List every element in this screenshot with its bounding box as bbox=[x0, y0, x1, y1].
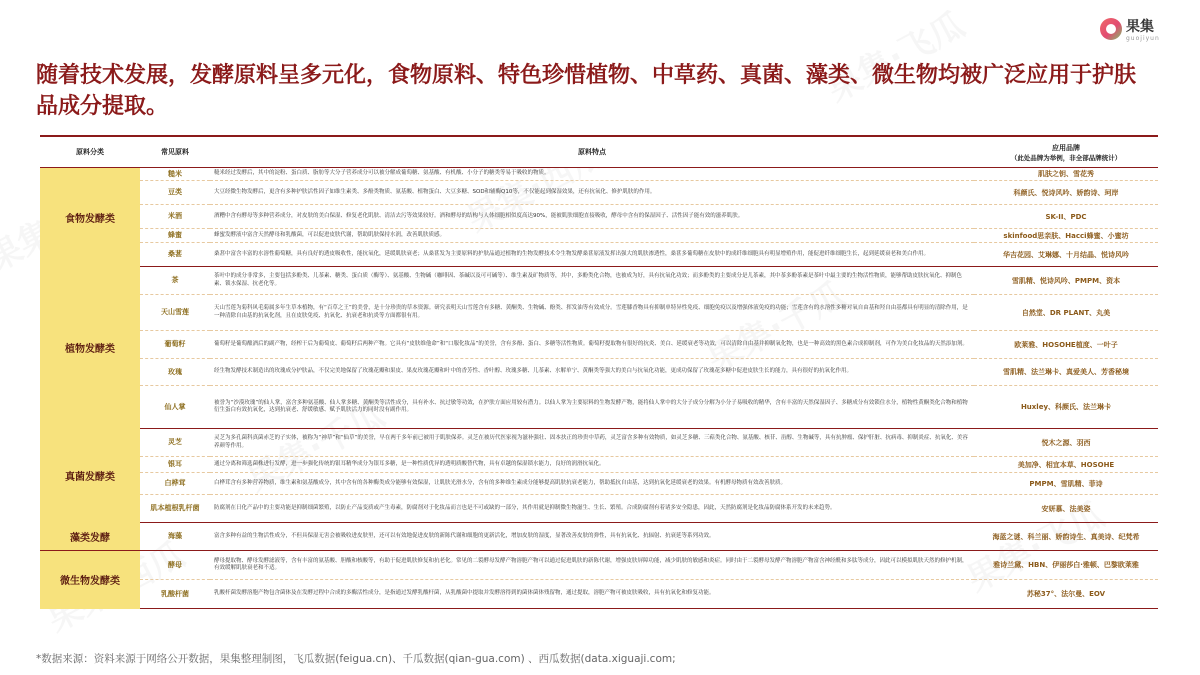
category-cell: 微生物发酵类 bbox=[40, 551, 140, 609]
data-source-note: *数据来源：资料来源于网络公开数据，果集整理制图，飞瓜数据(feigua.cn)、千瓜数据(qian-gua.com) 、西瓜数据(data.xiguaji.com; bbox=[36, 653, 676, 665]
material-cell: 乳酸杆菌 bbox=[140, 580, 210, 609]
table-row bbox=[40, 267, 1158, 295]
feature-cell: 酒糟中含有酵母等多种营养成分，对皮肤的美白保湿、修复老化肌肤、清洁去污等效果较好。酒和酵母的结构与人体细胞相似度高达90%，能被肌肤细胞直接吸收，酵母中含有的保湿因子、活性因子能有效的滋养肌肤。 bbox=[210, 205, 974, 229]
feature-cell: 经生物发酵技术制造出的玫瑰成分护肤品，不仅完美地保留了玫瑰花瓣和果皮、果皮玫瑰花瓣和叶中的香芳性、香叶醇、玫瑰多糖、儿茶素、水解单宁、黄酮类等强大的美白与抗氧化功能，更成功保留了玫瑰花多糖中促进皮肤生长的能力，具有很好的抗氧化作用。 bbox=[210, 359, 974, 386]
brand-cell: 安妍慕、法美姿 bbox=[974, 495, 1158, 523]
brand-cell: Huxley、科颜氏、法兰琳卡 bbox=[974, 386, 1158, 429]
header-brands bbox=[974, 136, 1158, 168]
header-features: 原料特点 bbox=[210, 136, 974, 168]
table-row bbox=[40, 495, 1158, 523]
feature-cell: 蜂蜜发酵液中富含天然酵母和乳酸菌，可以促进皮肤代谢，帮助肌肤保持水润，改善肌肤质感。 bbox=[210, 229, 974, 243]
category-cell: 真菌发酵类 bbox=[40, 429, 140, 523]
brand-cell: 雅诗兰黛、HBN、伊丽莎白·雅顿、巴黎欧莱雅 bbox=[974, 551, 1158, 580]
brand-cell: 苏秘37°、法尔曼、EOV bbox=[974, 580, 1158, 609]
material-cell: 酵母 bbox=[140, 551, 210, 580]
brand-cell: 科颜氏、悦诗风吟、娇韵诗、珂岸 bbox=[974, 181, 1158, 205]
feature-cell: 茶叶中的成分非常多，主要包括多酚类、儿茶素、糖类、蛋白质（酶等）、氨基酸、生物碱（咖啡因、茶碱以及可可碱等）、维生素及矿物质等，其中，多酚类化合物，也被成为好，具有抗氧化功效；而多酚类的主要成分是儿茶素，其中茶多酚茶素是茶叶中最主要的生物活性物质，能够帮助皮肤抗氧化、抑制色素、锁水保湿、抗老化等。 bbox=[210, 267, 974, 295]
feature-cell: 乳酸杆菌发酵溶胞产物包含菌体及在发酵过程中合成的多酶活性成分，是指通过发酵乳酸杆菌，从乳酸菌中提取并发酵溶得到的菌体菌体残留物，通过提取，溶胞产物可被皮肤吸收，具有抗氧化和修复功能。 bbox=[210, 580, 974, 609]
table-row bbox=[40, 181, 1158, 205]
material-cell: 仙人掌 bbox=[140, 386, 210, 429]
brand-cell: 海蓝之谜、科兰丽、娇韵诗生、真美诗、纪梵希 bbox=[974, 523, 1158, 551]
feature-cell: 富含多种有益的生物活性成分，不但具保湿无害会被吸收进皮肤里，还可以有效地促进皮肤的新陈代谢和细胞的更新活化，增加皮肤的湿度，显著改善皮肤的弹性，具有抗氧化、抗辐射、抗衰延等系列功效。 bbox=[210, 523, 974, 551]
table-row bbox=[40, 473, 1158, 495]
table-row bbox=[40, 205, 1158, 229]
material-cell: 桑葚 bbox=[140, 243, 210, 267]
table-row bbox=[40, 523, 1158, 551]
table-row bbox=[40, 359, 1158, 386]
material-cell: 灵芝 bbox=[140, 429, 210, 457]
feature-cell: 桑葚中富含丰富的水溶性葡萄糖，具有良好的透皮吸收性，能抗氧化，延缓肌肤衰老；从桑葚发为主要原料的护肤品通过植物的生物发酵技术令生物发酵桑葚原液发挥出强大的肌肤渗透性，桑葚多葡萄糖在皮肤中的成纤维细胞具有明显增殖作用，能促进纤维细胞生长，起到延缓衰老和美白作用。 bbox=[210, 243, 974, 267]
ingredient-table bbox=[40, 135, 1158, 609]
feature-cell: 防腐剂在日化产品中的主要功能是抑制细菌繁殖，以防止产品变质或产生毒素，防腐剂对于化妆品而言也是不可或缺的一部分，其作用就是抑制微生物滋生、生长、繁殖。合成防腐剂有着诸多安全隐患，因此，天然防腐剂是化妆品防腐体系开发的未来趋势。 bbox=[210, 495, 974, 523]
header-brands-note: （此处品牌为举例，非全部品牌统计） bbox=[1010, 153, 1122, 162]
material-cell: 蜂蜜 bbox=[140, 229, 210, 243]
table-row bbox=[40, 386, 1158, 429]
table-row bbox=[40, 295, 1158, 331]
material-cell: 茶 bbox=[140, 267, 210, 295]
material-cell: 豆类 bbox=[140, 181, 210, 205]
feature-cell: 被誉为“沙漠玫瑰”的仙人掌，富含多种氨基酸、仙人掌多糖、黄酮类等活性成分，具有补水、抗过敏等功效，在护肤方面应用较有潜力。以仙人掌为主要原料的生物发酵产物，能将仙人掌中的大分子成分分解为小分子易吸收的精华，含有丰富的天然保湿因子、多糖成分有效锁住水分，植物性黄酮类化合物和植物衍生蛋白有效抗氧化，达到抗衰老、舒缓敏感、赋予肌肤活力的同时没有副作用。 bbox=[210, 386, 974, 429]
brand-cell: 华吉花园、艾琳娜、十月结晶、悦诗风吟 bbox=[974, 243, 1158, 267]
feature-cell: 灵芝为多孔菌科真菌赤芝的子实体，被称为“神草”和“仙草”的美誉，早在两千多年前已被用于肌肤保养。灵芝在被历代医家视为滋补强壮、固本扶正的珍贵中草药，灵芝富含多种有效物质，如灵芝多糖、三萜类化合物、氨基酸、核苷、甾醇、生物碱等，具有抗肿瘤、保护肝脏、抗病毒、抑制炎症、抗氧化、美容养颜等作用。 bbox=[210, 429, 974, 457]
category-cell: 植物发酵类 bbox=[40, 267, 140, 429]
brand-cell: 雪肌精、法兰琳卡、真爱美人、芳香秘境 bbox=[974, 359, 1158, 386]
category-cell: 藻类发酵 bbox=[40, 523, 140, 551]
material-cell: 葡萄籽 bbox=[140, 331, 210, 359]
feature-cell: 酵母提取物、酵母发酵滤液等，含有丰富的氨基酸、胆酸和核酸等，有助于促进肌肤修复和抗老化。常见的二裂酵母发酵产物溶胞产物可以通过促进肌肤的新陈代谢，增强皮肤屏障功能，减少肌肤的敏感和炎症。同时由于二裂酵母发酵产物溶胞产物富含神经酰和多肽等成分，因此可以模拟肌肤天然的修护机制，有效缓解肌肤衰老和不适。 bbox=[210, 551, 974, 580]
category-cell: 食物发酵类 bbox=[40, 168, 140, 267]
table-row bbox=[40, 331, 1158, 359]
brand-cell: 肌肤之钥、雪花秀 bbox=[974, 168, 1158, 181]
brand-cell: 自然堂、DR PLANT、丸美 bbox=[974, 295, 1158, 331]
material-cell: 海藻 bbox=[140, 523, 210, 551]
brand-cell: PMPM、雪肌精、菲诗 bbox=[974, 473, 1158, 495]
material-cell: 肌本植根乳杆菌 bbox=[140, 495, 210, 523]
material-cell: 白桦茸 bbox=[140, 473, 210, 495]
table-row bbox=[40, 229, 1158, 243]
feature-cell: 葡萄籽是葡萄酿酒后的副产物，经榨干后为葡萄皮、葡萄籽后两种产物。它具有“皮肤维他命”和“口服化妆品”的美誉，含有多酚、蛋白、多糖等活性物质。葡萄籽提取物有很好的抗炎、美白、延缓衰老等功效，可以清除自由基并抑制氧化物，也是一种高效的黑色素合成抑制剂，可作为美白化妆品的天然添加剂。 bbox=[210, 331, 974, 359]
material-cell: 天山雪莲 bbox=[140, 295, 210, 331]
material-cell: 银耳 bbox=[140, 457, 210, 473]
table-row bbox=[40, 168, 1158, 181]
header-material: 常见原料 bbox=[140, 136, 210, 168]
table-row bbox=[40, 243, 1158, 267]
logo-subtitle: guojiyun bbox=[1126, 35, 1160, 42]
logo-mark-icon bbox=[1100, 18, 1122, 40]
brand-cell: 美加净、相宜本草、HOSOHE bbox=[974, 457, 1158, 473]
table-row bbox=[40, 551, 1158, 580]
feature-cell: 通过分离和筛选菌株进行发酵，进一步强化传统的银耳精华成分为银耳多糖，是一种性质优异的透明质酸替代物，具有卓越的保湿锁水能力，良好的润滑抗氧化。 bbox=[210, 457, 974, 473]
table-row bbox=[40, 429, 1158, 457]
page-title: 随着技术发展，发酵原料呈多元化，食物原料、特色珍惜植物、中草药、真菌、藻类、微生物均被广泛应用于护肤品成分提取。 bbox=[36, 63, 1137, 119]
brand-cell: 欧莱雅、HOSOHE植度、一叶子 bbox=[974, 331, 1158, 359]
brand-cell: 悦木之源、羽西 bbox=[974, 429, 1158, 457]
material-cell: 米酒 bbox=[140, 205, 210, 229]
brand-logo bbox=[1100, 14, 1160, 50]
logo-name: 果集 bbox=[1126, 19, 1154, 35]
feature-cell: 白桦茸含有多种营养物质，维生素和氨基酸成分，其中含有的各种酶类成分能够有效保湿，让肌肤光滑水分，含有的多种维生素成分能够提高肌肤抗衰老能力，帮助抵抗自由基，达到抗氧化延缓衰老的效果。有机酵母物质有效改善肤质。 bbox=[210, 473, 974, 495]
feature-cell: 糙米经过发酵后，其中的淀粉、蛋白质、脂肪等大分子营养成分可以被分解成葡萄糖、氨基酸、有机酸、小分子的糖类等易于吸收的物质。 bbox=[210, 168, 974, 181]
material-cell: 玫瑰 bbox=[140, 359, 210, 386]
table-row bbox=[40, 580, 1158, 609]
header-category: 原料分类 bbox=[40, 136, 140, 168]
material-cell: 糙米 bbox=[140, 168, 210, 181]
feature-cell: 大豆经微生物发酵后，更含有多种护肤活性因子如维生素类、多酚类物质、氨基酸、植物蛋白、大豆多糖、SOD和辅酶Q10等，不仅能起到保湿效果，还有抗氧化、修护肌肤的作用。 bbox=[210, 181, 974, 205]
feature-cell: 天山雪莲为菊科风毛菊属多年生草本植物，有“百草之王”的美誉，是十分珍贵的草本资源。研究表明天山雪莲含有多糖、黄酮类、生物碱、酚类、挥发油等有效成分。雪莲膝香物具有抑制单特异性免疫、细胞免疫以及增强体液免疫的功能；雪莲含有的水溶性多糖对氧自由基和羟自由基都具有明显的清除作用，是一种清除自由基的抗氧化剂，且在皮肤免疫、抗氧化、抗衰老和抗炎等方面都很有用。 bbox=[210, 295, 974, 331]
table-row bbox=[40, 457, 1158, 473]
table-header-row bbox=[40, 136, 1158, 168]
brand-cell: SK-II、PDC bbox=[974, 205, 1158, 229]
brand-cell: skinfood思亲肤、Hacci蜂蜜、小蜜坊 bbox=[974, 229, 1158, 243]
header-brands-label: 应用品牌 bbox=[1052, 143, 1080, 152]
brand-cell: 雪肌精、悦诗风吟、PMPM、资本 bbox=[974, 267, 1158, 295]
